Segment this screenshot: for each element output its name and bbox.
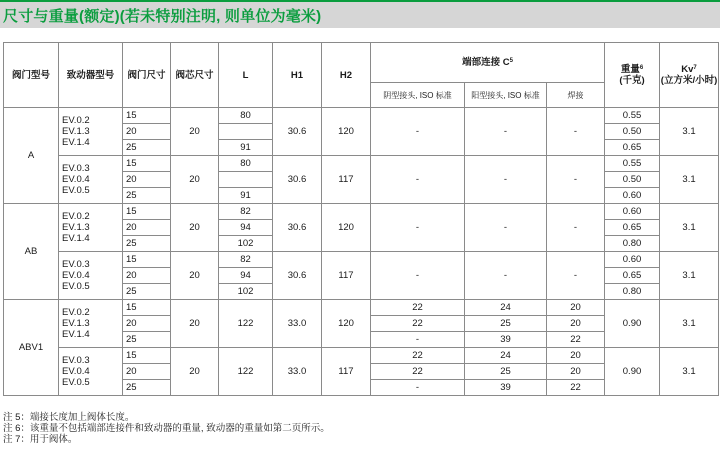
kv-cell: 3.1 <box>660 348 719 396</box>
weight-cell: 0.80 <box>605 236 660 252</box>
valve-size-cell: 25 <box>123 140 171 156</box>
core-size-cell: 20 <box>171 300 219 348</box>
header-weight: 重量$^6$ (千克) <box>605 43 660 108</box>
h2-cell: 117 <box>322 156 371 204</box>
male-cell: 24 <box>465 348 547 364</box>
male-cell: 25 <box>465 364 547 380</box>
l-cell <box>219 124 273 140</box>
table-row <box>4 204 719 220</box>
weight-cell: 0.60 <box>605 252 660 268</box>
valve-size-cell: 20 <box>123 364 171 380</box>
weight-cell: 0.65 <box>605 220 660 236</box>
header-end-connection: 端部连接 $C^5$ <box>371 43 605 83</box>
h1-cell: 30.6 <box>273 156 322 204</box>
l-cell: 80 <box>219 156 273 172</box>
kv-cell: 3.1 <box>660 300 719 348</box>
h1-cell: 30.6 <box>273 204 322 252</box>
header-kv: Kv$^7$ (立方米/小时) <box>660 43 719 108</box>
male-cell: - <box>465 204 547 252</box>
valve-type-cell: ABV1 <box>4 300 59 396</box>
weld-cell: 22 <box>547 380 605 396</box>
header-l: L <box>219 43 273 108</box>
core-size-cell: 20 <box>171 156 219 204</box>
female-cell: 22 <box>371 300 465 316</box>
weight-cell: 0.90 <box>605 348 660 396</box>
weight-cell: 0.80 <box>605 284 660 300</box>
header-h1: H1 <box>273 43 322 108</box>
title-bar <box>0 0 720 28</box>
l-cell: 91 <box>219 188 273 204</box>
actuator-model: EV.1.3 <box>62 222 90 233</box>
header-valve-type: 阀门型号 <box>4 43 59 108</box>
h2-cell: 120 <box>322 108 371 156</box>
actuator-model: EV.0.4 <box>62 270 90 281</box>
header-weld: 焊接 <box>547 83 605 108</box>
weight-cell: 0.65 <box>605 140 660 156</box>
weld-cell: 22 <box>547 332 605 348</box>
valve-size-cell: 20 <box>123 220 171 236</box>
l-cell: 122 <box>219 300 273 348</box>
female-cell: 22 <box>371 316 465 332</box>
l-cell <box>219 172 273 188</box>
kv-cell: 3.1 <box>660 156 719 204</box>
kv-cell: 3.1 <box>660 252 719 300</box>
footnote-5: 注 5：端接长度加上阀体长度。 <box>3 412 135 423</box>
header-core-size: 阀芯尺寸 <box>171 43 219 108</box>
weight-cell: 0.60 <box>605 188 660 204</box>
actuator-cell <box>59 252 123 300</box>
weld-cell: 20 <box>547 348 605 364</box>
valve-size-cell: 25 <box>123 380 171 396</box>
actuator-model: EV.1.3 <box>62 318 90 329</box>
weight-cell: 0.90 <box>605 300 660 348</box>
page-title: 尺寸与重量(额定)(若未特别注明, 则单位为毫米) <box>3 8 322 25</box>
male-cell: - <box>465 252 547 300</box>
actuator-model: EV.1.4 <box>62 329 90 340</box>
valve-size-cell: 15 <box>123 204 171 220</box>
h1-cell: 30.6 <box>273 108 322 156</box>
actuator-model: EV.0.4 <box>62 366 90 377</box>
h2-cell: 117 <box>322 348 371 396</box>
header-actuator-type: 致动器型号 <box>59 43 123 108</box>
female-cell: 22 <box>371 364 465 380</box>
weight-cell: 0.65 <box>605 268 660 284</box>
actuator-model: EV.0.5 <box>62 281 90 292</box>
header-h2: H2 <box>322 43 371 108</box>
spec-table <box>3 42 719 396</box>
h2-cell: 117 <box>322 252 371 300</box>
l-cell: 94 <box>219 220 273 236</box>
actuator-model: EV.0.4 <box>62 174 90 185</box>
h2-cell: 120 <box>322 204 371 252</box>
weld-cell: 20 <box>547 300 605 316</box>
valve-size-cell: 25 <box>123 332 171 348</box>
actuator-model: EV.1.3 <box>62 126 90 137</box>
valve-size-cell: 15 <box>123 156 171 172</box>
weight-cell: 0.55 <box>605 108 660 124</box>
footnotes <box>3 412 330 445</box>
valve-type-cell: A <box>4 108 59 204</box>
female-cell: 22 <box>371 348 465 364</box>
actuator-cell <box>59 348 123 396</box>
valve-type-cell: AB <box>4 204 59 300</box>
h1-cell: 33.0 <box>273 300 322 348</box>
male-cell: 24 <box>465 300 547 316</box>
header-valve-size: 阀门尺寸 <box>123 43 171 108</box>
valve-size-cell: 25 <box>123 236 171 252</box>
female-cell: - <box>371 252 465 300</box>
h2-cell: 120 <box>322 300 371 348</box>
actuator-model: EV.0.2 <box>62 307 90 318</box>
valve-size-cell: 15 <box>123 348 171 364</box>
l-cell: 82 <box>219 252 273 268</box>
core-size-cell: 20 <box>171 204 219 252</box>
female-cell: - <box>371 204 465 252</box>
h1-cell: 30.6 <box>273 252 322 300</box>
female-cell: - <box>371 380 465 396</box>
weld-cell: - <box>547 252 605 300</box>
h1-cell: 33.0 <box>273 348 322 396</box>
actuator-cell <box>59 108 123 156</box>
kv-cell: 3.1 <box>660 204 719 252</box>
actuator-model: EV.0.3 <box>62 163 90 174</box>
actuator-model: EV.0.2 <box>62 211 90 222</box>
l-cell: 91 <box>219 140 273 156</box>
actuator-cell <box>59 156 123 204</box>
male-cell: 39 <box>465 380 547 396</box>
weight-cell: 0.55 <box>605 156 660 172</box>
weld-cell: - <box>547 156 605 204</box>
male-cell: 39 <box>465 332 547 348</box>
valve-size-cell: 20 <box>123 316 171 332</box>
actuator-cell <box>59 204 123 252</box>
valve-size-cell: 20 <box>123 268 171 284</box>
weight-cell: 0.50 <box>605 124 660 140</box>
header-female-thread: 阴型接头, ISO 标准 <box>371 83 465 108</box>
male-cell: - <box>465 156 547 204</box>
actuator-model: EV.1.4 <box>62 233 90 244</box>
male-cell: 25 <box>465 316 547 332</box>
core-size-cell: 20 <box>171 348 219 396</box>
l-cell: 102 <box>219 284 273 300</box>
valve-size-cell: 25 <box>123 284 171 300</box>
table-body <box>4 108 719 396</box>
valve-size-cell: 15 <box>123 252 171 268</box>
table-row <box>4 348 719 364</box>
table-row <box>4 252 719 268</box>
actuator-model: EV.0.2 <box>62 115 90 126</box>
core-size-cell: 20 <box>171 252 219 300</box>
weld-cell: - <box>547 108 605 156</box>
core-size-cell: 20 <box>171 108 219 156</box>
weld-cell: 20 <box>547 316 605 332</box>
actuator-model: EV.0.5 <box>62 377 90 388</box>
valve-size-cell: 20 <box>123 124 171 140</box>
male-cell: - <box>465 108 547 156</box>
actuator-model: EV.1.4 <box>62 137 90 148</box>
female-cell: - <box>371 108 465 156</box>
l-cell: 94 <box>219 268 273 284</box>
actuator-model: EV.0.3 <box>62 355 90 366</box>
weld-cell: 20 <box>547 364 605 380</box>
weight-cell: 0.50 <box>605 172 660 188</box>
table-row <box>4 108 719 124</box>
l-cell: 102 <box>219 236 273 252</box>
weight-cell: 0.60 <box>605 204 660 220</box>
actuator-model: EV.0.5 <box>62 185 90 196</box>
valve-size-cell: 15 <box>123 300 171 316</box>
female-cell: - <box>371 156 465 204</box>
table-row <box>4 156 719 172</box>
kv-cell: 3.1 <box>660 108 719 156</box>
l-cell: 122 <box>219 348 273 396</box>
weld-cell: - <box>547 204 605 252</box>
header-male-thread: 阳型接头, ISO 标准 <box>465 83 547 108</box>
valve-size-cell: 15 <box>123 108 171 124</box>
actuator-model: EV.0.3 <box>62 259 90 270</box>
table-row <box>4 300 719 316</box>
l-cell: 82 <box>219 204 273 220</box>
l-cell: 80 <box>219 108 273 124</box>
valve-size-cell: 20 <box>123 172 171 188</box>
footnote-6: 注 6：该重量不包括端部连接件和致动器的重量, 致动器的重量如第二页所示。 <box>3 423 330 434</box>
actuator-cell <box>59 300 123 348</box>
female-cell: - <box>371 332 465 348</box>
footnote-7: 注 7：用于阀体。 <box>3 434 78 445</box>
valve-size-cell: 25 <box>123 188 171 204</box>
